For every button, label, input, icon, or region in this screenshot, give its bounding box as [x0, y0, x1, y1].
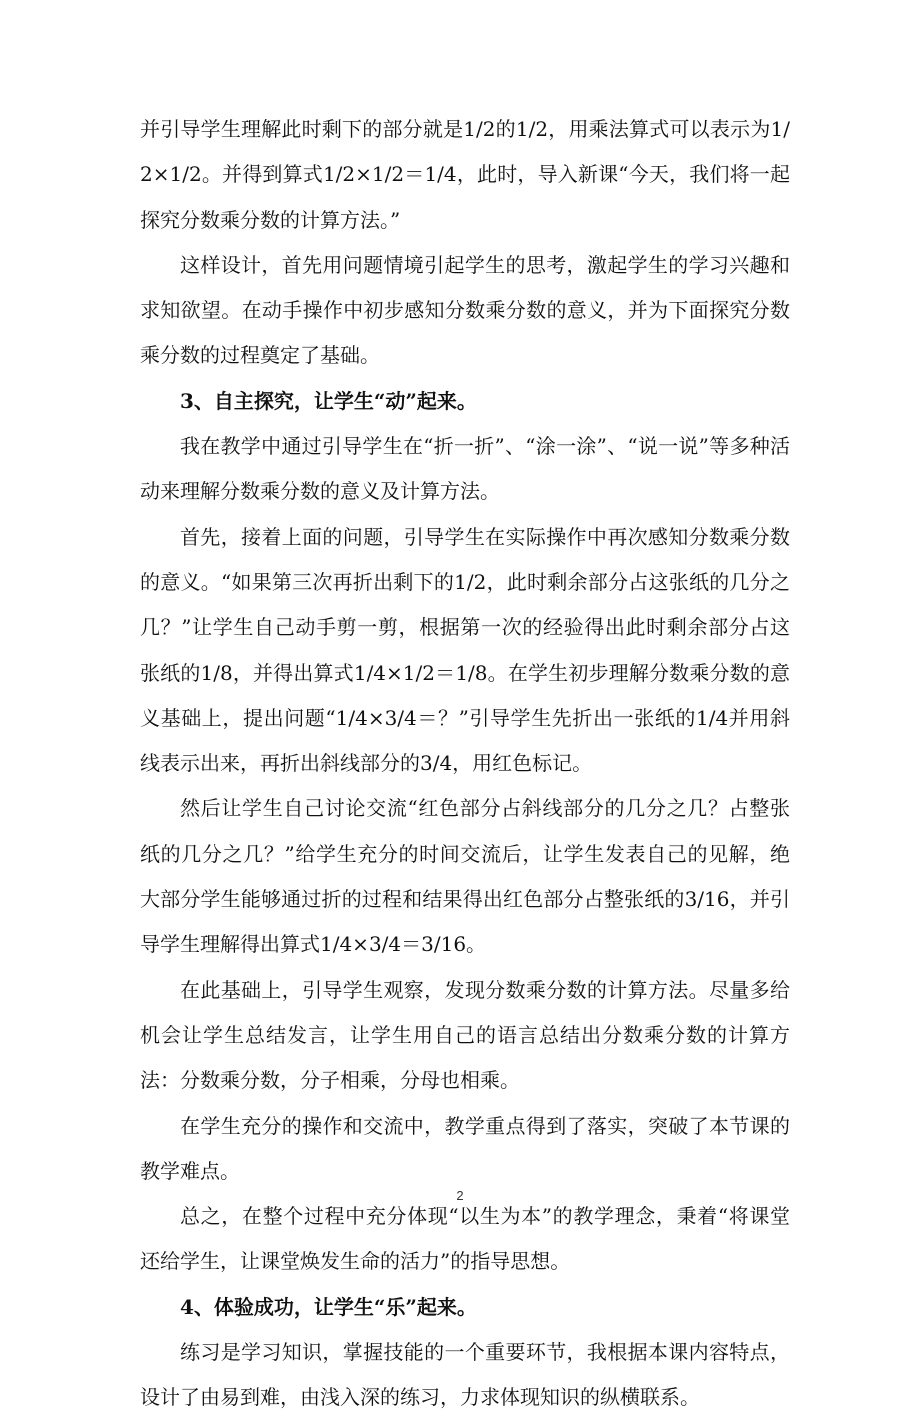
page-number: 2 — [456, 1188, 464, 1203]
paragraph-discussion: 然后让学生自己讨论交流“红色部分占斜线部分的几分之几？占整张纸的几分之几？”给学生充分的时间交流后，让学生发表自己的见解，绝大部分学生能够通过折的过程和结果得出红色部分占整张纸的3/16，并引导学生理解得出算式1/4×3/4＝3/16。 — [140, 796, 790, 957]
paragraph-continuation: 并引导学生理解此时剩下的部分就是1/2的1/2，用乘法算式可以表示为1/2×1/2。并得到算式1/2×1/2＝1/4，此时，导入新课“今天，我们将一起探究分数乘分数的计算方法。” — [140, 117, 790, 232]
document-body — [140, 107, 790, 1421]
paragraph-design-rationale: 这样设计，首先用问题情境引起学生的思考，激起学生的学习兴趣和求知欲望。在动手操作中初步感知分数乘分数的意义，并为下面探究分数乘分数的过程奠定了基础。 — [140, 252, 790, 368]
section-heading-3: 3、自主探究，让学生“动”起来。 — [180, 388, 477, 413]
paragraph-practice: 练习是学习知识，掌握技能的一个重要环节，我根据本课内容特点，设计了由易到难，由浅入深的练习，力求体现知识的纵横联系。 — [140, 1340, 790, 1410]
paragraph-first-step: 首先，接着上面的问题，引导学生在实际操作中再次感知分数乘分数的意义。“如果第三次再折出剩下的1/2，此时剩余部分占这张纸的几分之几？”让学生自己动手剪一剪，根据第一次的经验得出此时剩余部分占这张纸的1/8，并得出算式1/4×1/2＝1/8。在学生初步理解分数乘分数的意义基础上，提出问题“1/4×3/4＝？”引导学生先折出一张纸的1/4并用斜线表示出来，再折出斜线部分的3/4，用红色标记。 — [140, 524, 790, 776]
section-heading-4: 4、体验成功，让学生“乐”起来。 — [180, 1294, 477, 1319]
paragraph-summary: 总之，在整个过程中充分体现“以生为本”的教学理念，秉着“将课堂还给学生，让课堂焕发生命的活力”的指导思想。 — [140, 1204, 790, 1274]
paragraph-calculation-method: 在此基础上，引导学生观察，发现分数乘分数的计算方法。尽量多给机会让学生总结发言，让学生用自己的语言总结出分数乘分数的计算方法：分数乘分数，分子相乘，分母也相乘。 — [140, 977, 790, 1093]
paragraph-key-points: 在学生充分的操作和交流中，教学重点得到了落实，突破了本节课的教学难点。 — [140, 1113, 790, 1183]
paragraph-activities: 我在教学中通过引导学生在“折一折”、“涂一涂”、“说一说”等多种活动来理解分数乘分数的意义及计算方法。 — [140, 434, 790, 504]
